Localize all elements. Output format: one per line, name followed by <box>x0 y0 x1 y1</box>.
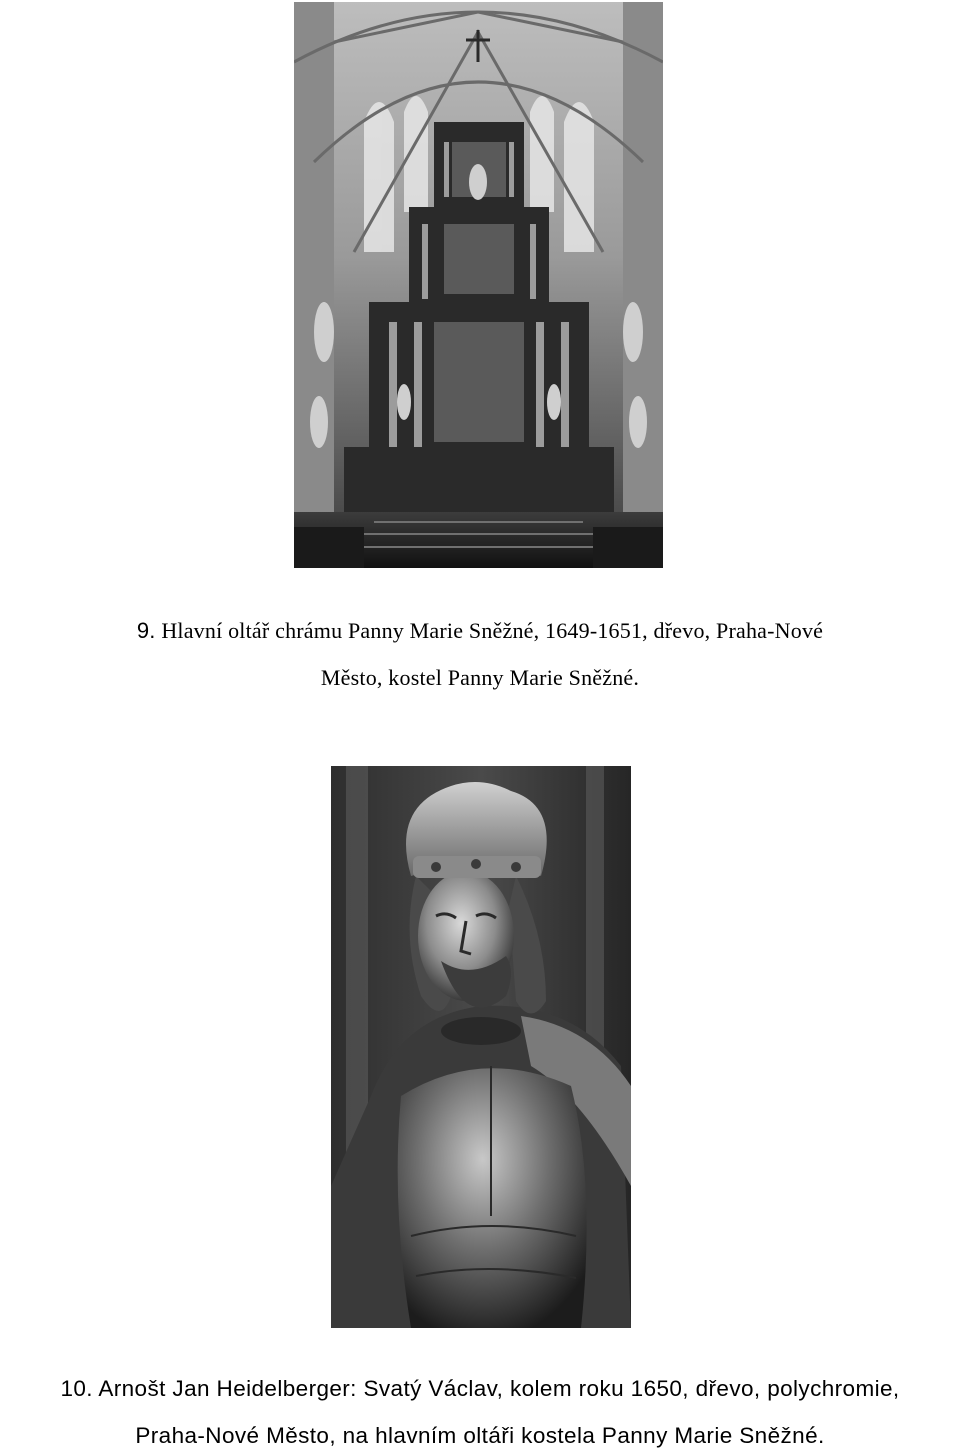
figure-9-number: 9. <box>136 618 156 643</box>
statue-photo <box>331 766 631 1328</box>
altar-photo <box>294 2 663 568</box>
figure-10-caption-line-1 <box>0 1378 960 1401</box>
figure-9-caption-line-2: Město, kostel Panny Marie Sněžné. <box>320 665 640 690</box>
figure-9-caption-text: Hlavní oltář chrámu Panny Marie Sněžné, 1649-1651, dřevo, Praha-Nové <box>161 618 824 643</box>
figure-10-caption-line-2: Praha-Nové Město, na hlavním oltáři kostela Panny Marie Sněžné. <box>135 1423 825 1448</box>
figure-9-caption-line-1 <box>0 620 960 642</box>
statue-photo-drawing <box>331 766 631 1328</box>
figure-10-number: 10. <box>60 1376 93 1401</box>
figure-10-caption-text: Arnošt Jan Heidelberger: Svatý Václav, kolem roku 1650, dřevo, polychromie, <box>98 1376 900 1401</box>
altar-photo-drawing <box>294 2 663 568</box>
